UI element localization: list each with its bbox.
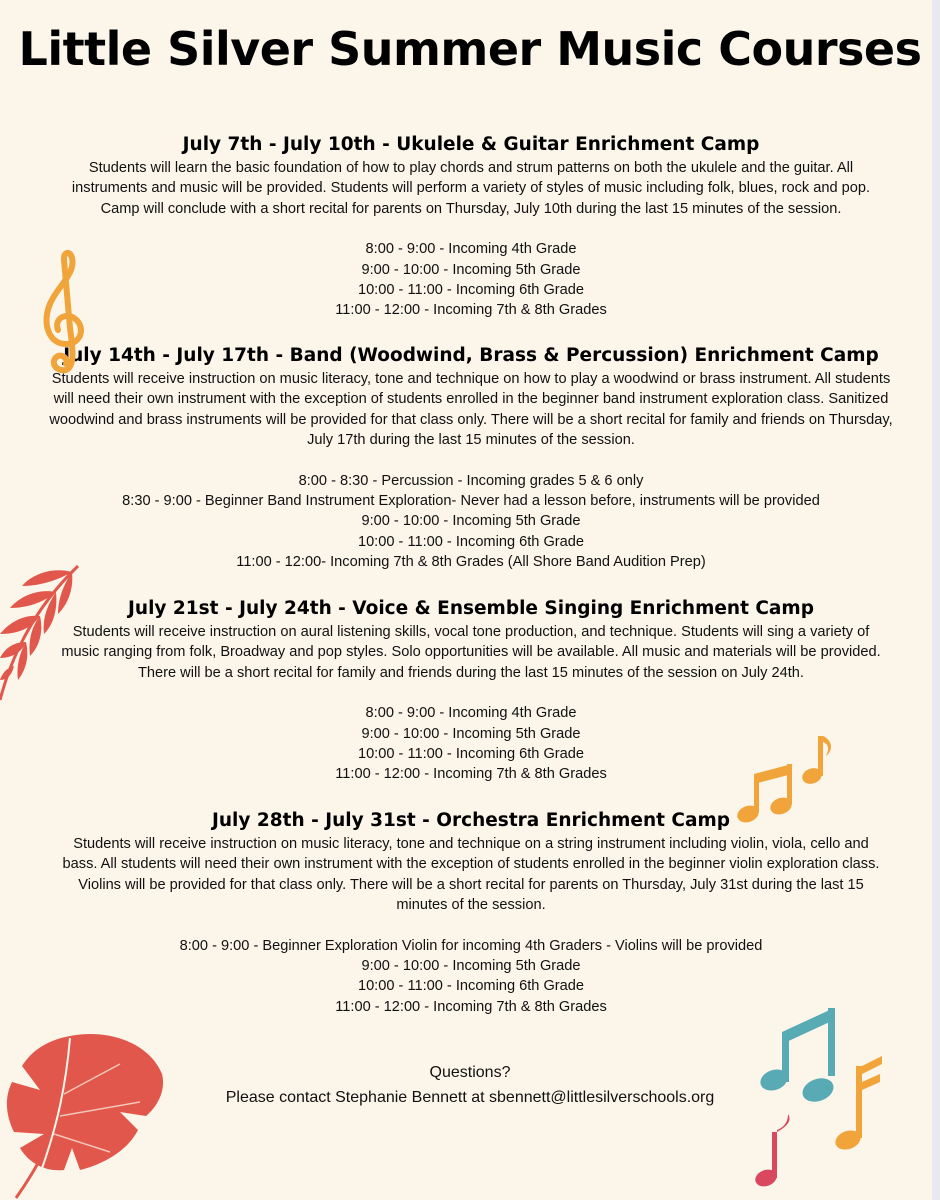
schedule-item: 8:30 - 9:00 - Beginner Band Instrument Exploration- Never had a lesson before, instruments will be provided (122, 493, 820, 510)
section-description: Students will learn the basic foundation of how to play chords and strum patterns on both the ukulele and the guitar. All instruments and music will be provided. Students will perform a variety of styles of music including folk, blues, rock and pop. Camp will conclude with a short recital for parents on Thursday, July 10th during the last 15 minutes of the session. (71, 160, 871, 217)
section-heading: July 7th - July 10th - Ukulele & Guitar Enrichment Camp (182, 134, 760, 155)
course-section-ukulele-guitar (56, 132, 886, 321)
schedule-item: 8:00 - 9:00 - Incoming 4th Grade (365, 705, 577, 722)
schedule-item: 11:00 - 12:00 - Incoming 7th & 8th Grades (335, 998, 607, 1015)
treble-clef-icon (36, 248, 92, 378)
music-notes-icon (748, 1002, 888, 1192)
contact-line: Please contact Stephanie Bennett at sbennett@littlesilverschools.org (225, 1089, 715, 1106)
schedule-list (40, 471, 902, 573)
schedule-item: 9:00 - 10:00 - Incoming 5th Grade (361, 725, 581, 742)
schedule-item: 9:00 - 10:00 - Incoming 5th Grade (361, 513, 581, 530)
monstera-leaf-icon (0, 1024, 170, 1200)
section-description: Students will receive instruction on music literacy, tone and technique on a string instrument including violin, viola, cello and bass. All students will need their own instrument with the exception of students enrolled in the beginner violin exploration class. Violins will be provided for that class only. There will be a short recital for parents on Thursday, July 31st during the last 15 minutes of the session. (62, 836, 880, 914)
schedule-item: 10:00 - 11:00 - Incoming 6th Grade (357, 282, 585, 299)
schedule-item: 11:00 - 12:00- Incoming 7th & 8th Grades (All Shore Band Audition Prep) (236, 554, 706, 571)
schedule-item: 10:00 - 11:00 - Incoming 6th Grade (357, 746, 585, 763)
page-edge (932, 0, 940, 1200)
schedule-item: 8:00 - 9:00 - Incoming 4th Grade (365, 241, 577, 258)
section-description: Students will receive instruction on music literacy, tone and technique on how to play a woodwind or brass instrument. All students will need their own instrument with the exception of students enrolled in the beginner band instrument exploration class. Sanitized woodwind and brass instruments will be provided for that class only. There will be a short recital for family and friends on Thursday, July 17th during the last 15 minutes of the session. (49, 371, 893, 449)
schedule-item: 10:00 - 11:00 - Incoming 6th Grade (357, 978, 585, 995)
section-heading: July 21st - July 24th - Voice & Ensemble Singing Enrichment Camp (128, 598, 814, 619)
music-notes-icon (734, 730, 834, 826)
course-section-orchestra (56, 808, 886, 1017)
section-heading: July 28th - July 31st - Orchestra Enrichment Camp (212, 810, 730, 831)
schedule-item: 11:00 - 12:00 - Incoming 7th & 8th Grades (335, 302, 607, 319)
schedule-item: 9:00 - 10:00 - Incoming 5th Grade (361, 261, 581, 278)
schedule-list (56, 239, 886, 321)
schedule-item: 9:00 - 10:00 - Incoming 5th Grade (361, 958, 581, 975)
course-section-band (40, 343, 902, 573)
schedule-item: 11:00 - 12:00 - Incoming 7th & 8th Grades (335, 766, 607, 783)
section-description: Students will receive instruction on aural listening skills, vocal tone production, and technique. Students will sing a variety of music ranging from folk, Broadway and pop styles. Solo opportunities will be available. All music and materials will be provided. There will be a short recital for family and friends during the last 15 minutes of the session on July 24th. (61, 624, 881, 681)
palm-leaf-icon (0, 562, 82, 702)
schedule-item: 8:00 - 8:30 - Percussion - Incoming grades 5 & 6 only (298, 472, 644, 489)
schedule-item: 8:00 - 9:00 - Beginner Exploration Violin for incoming 4th Graders - Violins will be provided (179, 937, 763, 954)
schedule-item: 10:00 - 11:00 - Incoming 6th Grade (357, 533, 585, 550)
section-heading: July 14th - July 17th - Band (Woodwind, Brass & Percussion) Enrichment Camp (63, 345, 879, 366)
contact-question: Questions? (429, 1064, 511, 1081)
page-title: Little Silver Summer Music Courses (18, 22, 922, 76)
